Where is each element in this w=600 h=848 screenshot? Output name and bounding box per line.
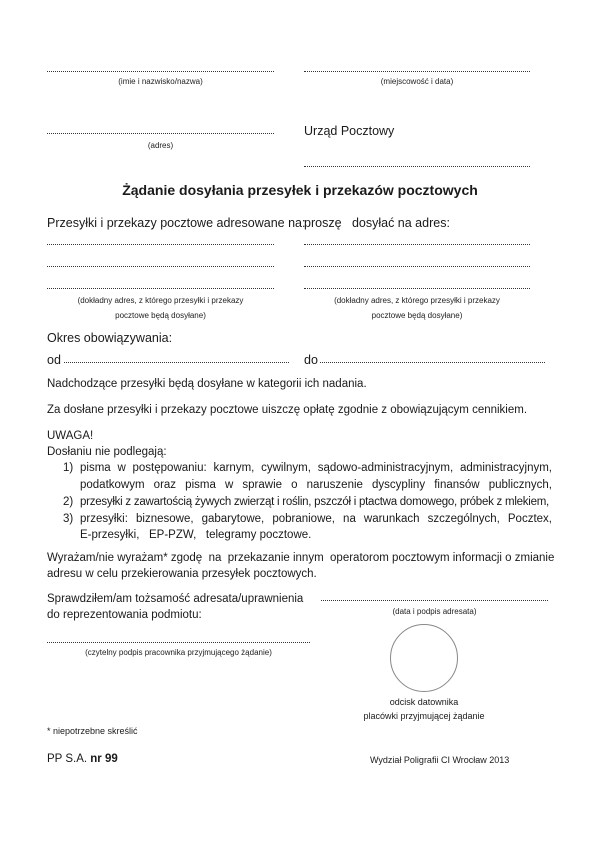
footnote: * niepotrzebne skreślić bbox=[47, 726, 138, 736]
consent-line1: Wyrażam/nie wyrażam* zgodę na przekazanie innym operatorom pocztowym informacji o zmianie bbox=[47, 552, 555, 564]
addressee-signature-caption: (data i podpis adresata) bbox=[392, 607, 477, 616]
to-address-line-1[interactable] bbox=[304, 244, 530, 245]
post-office-label: Urząd Pocztowy bbox=[304, 124, 395, 138]
verification-line2: do reprezentowania podmiotu: bbox=[47, 609, 202, 621]
stamp-caption bbox=[340, 695, 508, 723]
list-item-3-line2: E-przesyłki, EP-PZW, telegramy pocztowe. bbox=[80, 529, 312, 541]
validity-to-field[interactable] bbox=[320, 362, 545, 363]
from-address-label: Przesyłki i przekazy pocztowe adresowane na: bbox=[47, 216, 306, 230]
from-address-line-3[interactable] bbox=[47, 288, 274, 289]
form-id-number: nr 99 bbox=[90, 753, 118, 765]
list-item-3-line1: przesyłki: biznesowe, gabarytowe, pobraniowe, na warunkach szczególnych, Pocztex, bbox=[80, 513, 552, 525]
name-caption: (imie i nazwisko/nazwa) bbox=[118, 77, 203, 86]
fee-note: Za dosłane przesyłki i przekazy pocztowe uiszczę opłatę zgodnie z obowiązującym cennikiem. bbox=[47, 404, 528, 416]
form-id bbox=[47, 753, 118, 765]
list-item-3-number: 3) bbox=[63, 513, 74, 525]
page-title: Żądanie dosyłania przesyłek i przekazów pocztowych bbox=[122, 182, 478, 198]
employee-signature-caption: (czytelny podpis pracownika przyjmującego żądanie) bbox=[85, 648, 272, 657]
list-item-1-line2: podatkowym oraz pisma w sprawie o naruszenie dyscypliny finansów publicznych, bbox=[80, 479, 552, 491]
consent-line2: adresu w celu przekierowania przesyłek pocztowych. bbox=[47, 568, 317, 580]
from-address-caption-line1: (dokładny adres, z którego przesyłki i przekazy bbox=[77, 296, 244, 305]
to-address-label bbox=[304, 216, 450, 230]
addressee-signature-field[interactable] bbox=[321, 600, 548, 601]
validity-from-label: od bbox=[47, 353, 61, 367]
from-address-line-1[interactable] bbox=[47, 244, 274, 245]
to-address-line-3[interactable] bbox=[304, 288, 530, 289]
postmark-stamp-circle bbox=[390, 624, 458, 692]
warning-intro: Dosłaniu nie podlegają: bbox=[47, 446, 167, 458]
form-id-prefix: PP S.A. bbox=[47, 753, 88, 765]
to-address-caption-line1: (dokładny adres, z którego przesyłki i przekazy bbox=[334, 296, 500, 305]
from-address-caption bbox=[47, 293, 274, 323]
list-item-2-line1: przesyłki z zawartością żywych zwierząt i roślin, pszczół i ptactwa domowego, próbek z mlekiem, bbox=[80, 496, 549, 508]
warning-heading: UWAGA! bbox=[47, 430, 94, 442]
employee-signature-field[interactable] bbox=[47, 642, 310, 643]
validity-from-field[interactable] bbox=[64, 362, 289, 363]
place-date-field[interactable] bbox=[304, 71, 530, 72]
stamp-caption-line1: odcisk datownika bbox=[389, 697, 459, 707]
from-address-line-2[interactable] bbox=[47, 266, 274, 267]
validity-to-label: do bbox=[304, 353, 318, 367]
address-field[interactable] bbox=[47, 133, 274, 134]
category-note: Nadchodzące przesyłki będą dosyłane w kategorii ich nadania. bbox=[47, 378, 367, 390]
to-address-caption-line2: pocztowe będą dosyłane) bbox=[371, 311, 463, 320]
to-address-label-part2: dosyłać na adres: bbox=[351, 216, 450, 230]
name-field[interactable] bbox=[47, 71, 274, 72]
to-address-line-2[interactable] bbox=[304, 266, 530, 267]
list-item-1-number: 1) bbox=[63, 462, 74, 474]
verification-line1: Sprawdziłem/am tożsamość adresata/uprawnienia bbox=[47, 593, 304, 605]
from-address-caption-line2: pocztowe będą dosyłane) bbox=[115, 311, 206, 320]
list-item-2-number: 2) bbox=[63, 496, 74, 508]
printer-info: Wydział Poligrafii CI Wrocław 2013 bbox=[370, 755, 510, 765]
to-address-label-part1: proszę bbox=[304, 216, 342, 230]
stamp-caption-line2: placówki przyjmującej żądanie bbox=[363, 711, 485, 721]
address-caption: (adres) bbox=[147, 141, 174, 150]
post-office-field[interactable] bbox=[304, 166, 530, 167]
list-item-1-line1: pisma w postępowaniu: karnym, cywilnym, sądowo-administracyjnym, administracyjnym, bbox=[80, 462, 552, 474]
to-address-caption bbox=[304, 293, 530, 323]
place-date-caption: (miejscowość i data) bbox=[380, 77, 454, 86]
validity-label: Okres obowiązywania: bbox=[47, 331, 173, 345]
